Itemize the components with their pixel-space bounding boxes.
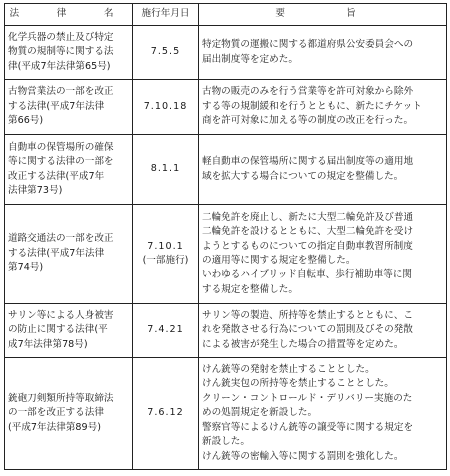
law-name-line: 物質の規制等に関する法	[8, 46, 114, 58]
header-enforcement-date: 施行年月日	[133, 4, 199, 26]
summary-line: めの処罰規定を新設した。	[202, 407, 318, 419]
enforcement-date-note: (一部施行)	[142, 255, 189, 266]
enforcement-date-cell	[133, 304, 199, 358]
summary-line: けん銃実包の所持等を禁止することとした。	[202, 378, 394, 390]
header-summary: 要 旨	[199, 4, 447, 26]
header-law-name: 法 律 名	[5, 4, 133, 26]
summary-line: けん銃等の発射を禁止することとした。	[202, 364, 375, 376]
law-name-line: 成7年法律第78号)	[8, 338, 88, 350]
law-name-line: 自動車の保管場所の確保	[8, 141, 114, 153]
table-row	[5, 26, 447, 80]
enforcement-date: 7.5.5	[150, 46, 181, 58]
summary-line: 古物の販売のみを行う営業等を許可対象から除外	[202, 86, 414, 98]
enforcement-date: 7.10.1	[147, 240, 184, 252]
enforcement-date-cell	[133, 80, 199, 135]
summary-cell	[199, 135, 447, 205]
summary-line: 域を拡大する場合についての規定を整備した。	[202, 170, 404, 182]
summary-line: 新設した。	[202, 436, 250, 448]
summary-cell	[199, 304, 447, 358]
enforcement-date: 7.4.21	[147, 324, 184, 336]
summary-cell	[199, 205, 447, 304]
table-header-row	[5, 4, 447, 26]
table-row	[5, 205, 447, 304]
law-name-line: 化学兵器の禁止及び特定	[8, 31, 114, 43]
summary-line: ようとするものについての指定自動車教習所制度	[202, 240, 413, 252]
law-enforcement-table	[4, 3, 447, 470]
law-name-line: 古物営業法の一部を改正	[8, 86, 114, 98]
summary-line: による被害が発生した場合の措置等を定めた。	[202, 338, 404, 350]
law-name-cell	[5, 205, 133, 304]
law-name-line: サリン等による人身被害	[8, 309, 114, 321]
law-name-cell	[5, 358, 133, 470]
law-name-cell	[5, 26, 133, 80]
summary-line: 商を許可対象に加える等の制度の改正を行った。	[202, 115, 414, 127]
summary-line: クリーン・コントロールド・デリバリー実施のた	[202, 392, 413, 404]
summary-line: する等の規制緩和を行うとともに、新たにチケット	[202, 100, 422, 112]
summary-line: けん銃等の密輸入等に関する罰則を強化した。	[202, 450, 404, 462]
summary-line: 軽自動車の保管場所に関する届出制度等の適用地	[202, 156, 414, 168]
law-name-line: する法律(平成7年法律	[8, 247, 105, 259]
summary-line: いわゆるハイブリッド自転車、歩行補助車等に関	[202, 269, 413, 281]
table-row	[5, 304, 447, 358]
law-name-line: の防止に関する法律(平	[8, 324, 108, 336]
enforcement-date: 8.1.1	[150, 163, 181, 175]
law-name-line: 改正する法律(平成7年	[8, 170, 105, 182]
law-name-line: 第66号)	[8, 115, 44, 127]
law-name-cell	[5, 135, 133, 205]
law-name-line: する法律(平成7年法律	[8, 100, 105, 112]
summary-cell	[199, 26, 447, 80]
summary-line: 届出制度等を定めた。	[202, 53, 298, 65]
enforcement-date-cell	[133, 205, 199, 304]
table-row	[5, 135, 447, 205]
summary-line: 二輪免許を廃止し、新たに大型二輪免許及び普通	[202, 211, 414, 223]
summary-line: 二輪免許を設けるとともに、大型二輪免許を受け	[202, 226, 414, 238]
enforcement-date-cell	[133, 358, 199, 470]
summary-line: 特定物質の運搬に関する都道府県公安委員会への	[202, 39, 414, 51]
summary-line: 警察官等によるけん銃等の譲受等に関する規定を	[202, 421, 414, 433]
table-row	[5, 80, 447, 135]
summary-line: れを発散させる行為についての罰則及びその発散	[202, 324, 413, 336]
law-name-line: 等に関する法律の一部を	[8, 156, 114, 168]
law-name-line: (平成7年法律第89号)	[8, 421, 101, 433]
law-name-line: 道路交通法の一部を改正	[8, 233, 114, 245]
summary-line: する規定を整備した。	[202, 283, 298, 295]
enforcement-date-cell	[133, 135, 199, 205]
enforcement-date: 7.10.18	[143, 100, 188, 112]
law-name-line: の一部を改正する法律	[8, 407, 104, 419]
table-body	[5, 26, 447, 470]
summary-cell	[199, 80, 447, 135]
enforcement-date: 7.6.12	[147, 407, 184, 419]
law-name-line: 法律第73号)	[8, 184, 63, 196]
law-name-cell	[5, 80, 133, 135]
law-name-line: 銃砲刀剣類所持等取締法	[8, 392, 114, 404]
table-row	[5, 358, 447, 470]
summary-line: の適用等に関する規定を整備した。	[202, 255, 356, 266]
law-name-cell	[5, 304, 133, 358]
law-name-line: 律(平成7年法律第65号)	[8, 60, 111, 72]
summary-line: サリン等の製造、所持等を禁止するとともに、こ	[202, 309, 414, 321]
enforcement-date-cell	[133, 26, 199, 80]
law-name-line: 第74号)	[8, 262, 44, 274]
summary-cell	[199, 358, 447, 470]
